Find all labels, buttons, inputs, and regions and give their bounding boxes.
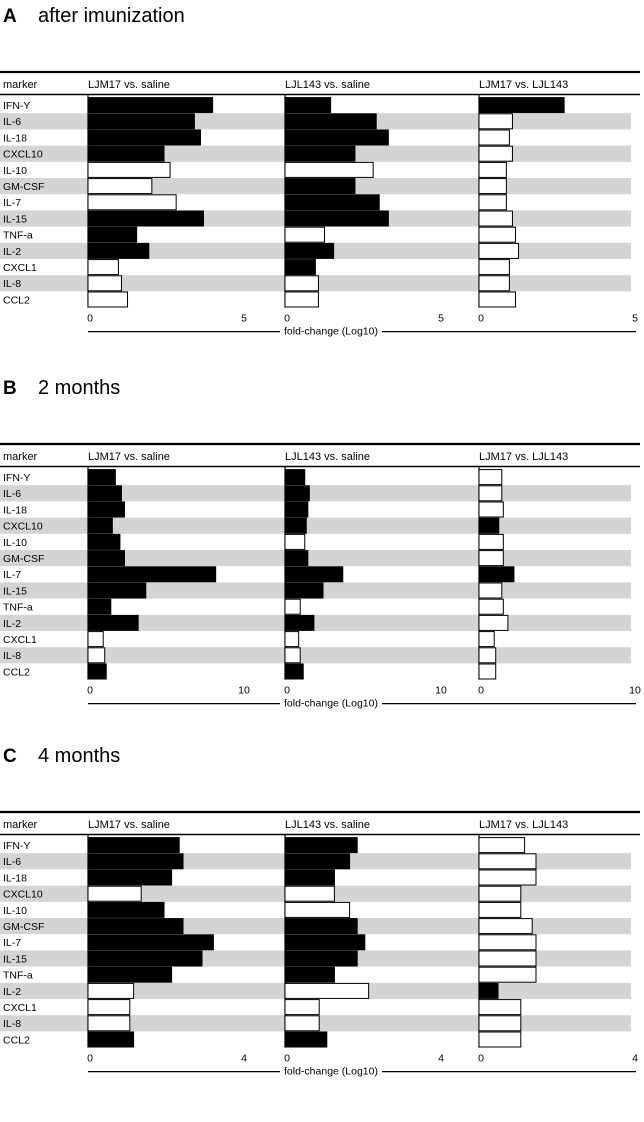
- bar: [88, 870, 172, 885]
- marker-label: IL-7: [3, 937, 22, 950]
- bar: [88, 951, 202, 966]
- marker-label: IL-8: [3, 1018, 22, 1031]
- marker-header: marker: [3, 819, 38, 831]
- marker-label: IL-15: [3, 585, 27, 598]
- marker-label: CXCL1: [3, 262, 37, 274]
- bar: [285, 146, 355, 161]
- bar: [88, 518, 112, 533]
- marker-label: GM-CSF: [3, 921, 45, 933]
- panel-letter: B: [3, 378, 17, 399]
- bar: [88, 146, 164, 161]
- bar: [88, 599, 111, 614]
- marker-label: TNF-a: [3, 969, 33, 982]
- tick-label: 0: [87, 1052, 93, 1065]
- bar: [285, 551, 308, 566]
- marker-label: IL-15: [3, 953, 27, 966]
- bar: [88, 983, 134, 998]
- bar: [285, 486, 309, 501]
- bar: [88, 567, 216, 582]
- bar: [479, 838, 525, 853]
- bar: [479, 195, 506, 210]
- bar: [285, 583, 323, 598]
- subplot-title: LJL143 vs. saline: [285, 79, 370, 91]
- marker-label: IL-6: [3, 488, 22, 501]
- bar: [88, 967, 172, 982]
- tick-label: 10: [238, 684, 250, 697]
- bar: [479, 648, 496, 663]
- bar: [479, 935, 536, 950]
- bar: [479, 951, 536, 966]
- subplot-title: LJM17 vs. LJL143: [479, 451, 569, 463]
- bar: [285, 854, 350, 869]
- bar: [88, 276, 121, 291]
- bar: [285, 211, 388, 226]
- bar: [285, 98, 331, 113]
- bar: [88, 130, 200, 145]
- tick-label: 10: [629, 684, 641, 697]
- bar: [88, 615, 138, 630]
- subplot-title: LJM17 vs. LJL143: [479, 79, 569, 91]
- bar: [479, 664, 496, 679]
- bar: [88, 551, 124, 566]
- bar: [285, 276, 318, 291]
- bar: [479, 902, 521, 917]
- tick-label: 0: [478, 312, 484, 325]
- bar: [285, 179, 355, 194]
- panel-letter: A: [3, 6, 17, 27]
- tick-label: 5: [241, 312, 247, 325]
- subplot-title: LJM17 vs. LJL143: [479, 819, 569, 831]
- marker-label: CXCL10: [3, 148, 43, 161]
- bar: [285, 227, 325, 242]
- bar: [479, 886, 521, 901]
- bar: [88, 1032, 134, 1047]
- bar: [479, 502, 503, 517]
- marker-label: IL-18: [3, 872, 27, 885]
- bar: [479, 276, 509, 291]
- tick-label: 0: [284, 684, 290, 697]
- bar: [88, 260, 118, 275]
- marker-label: CXCL1: [3, 634, 37, 646]
- marker-label: CCL2: [3, 666, 30, 679]
- bar: [285, 1016, 319, 1031]
- marker-label: GM-CSF: [3, 181, 45, 193]
- bar: [285, 935, 365, 950]
- marker-label: IL-8: [3, 650, 22, 663]
- bar: [285, 114, 376, 129]
- bar: [88, 664, 106, 679]
- bar: [479, 518, 499, 533]
- bar: [88, 502, 124, 517]
- bar: [285, 518, 306, 533]
- axis-label: fold-change (Log10): [284, 325, 378, 338]
- bar: [479, 162, 506, 177]
- bar: [88, 632, 103, 647]
- bar: [285, 870, 334, 885]
- bar: [479, 534, 503, 549]
- panel-c: [0, 745, 640, 1078]
- bar: [285, 951, 357, 966]
- bar: [285, 567, 343, 582]
- bar: [479, 1000, 521, 1015]
- axis-label: fold-change (Log10): [284, 1065, 378, 1078]
- bar: [285, 162, 373, 177]
- bar: [88, 195, 176, 210]
- marker-label: IL-2: [3, 617, 22, 630]
- bar: [88, 919, 183, 934]
- bar: [479, 114, 512, 129]
- bar: [479, 260, 509, 275]
- panel-title: after imunization: [38, 5, 185, 27]
- bar: [479, 1016, 521, 1031]
- bar: [88, 1000, 130, 1015]
- tick-label: 0: [284, 312, 290, 325]
- bar: [88, 648, 105, 663]
- bar: [88, 98, 213, 113]
- bar: [285, 664, 303, 679]
- bar: [285, 195, 379, 210]
- marker-label: TNF-a: [3, 229, 33, 242]
- subplot-title: LJM17 vs. saline: [88, 819, 170, 831]
- tick-label: 0: [87, 312, 93, 325]
- bar: [479, 292, 515, 307]
- bar: [479, 567, 514, 582]
- bar: [285, 534, 305, 549]
- marker-label: IL-15: [3, 213, 27, 226]
- bar: [285, 599, 300, 614]
- bar: [479, 551, 503, 566]
- subplot-title: LJL143 vs. saline: [285, 819, 370, 831]
- subplot-title: LJL143 vs. saline: [285, 451, 370, 463]
- marker-label: IL-2: [3, 245, 22, 258]
- marker-label: CCL2: [3, 294, 30, 307]
- bar: [285, 1032, 327, 1047]
- bar: [88, 935, 213, 950]
- marker-label: IFN-Y: [3, 840, 31, 852]
- tick-label: 0: [87, 684, 93, 697]
- tick-label: 4: [438, 1052, 444, 1065]
- marker-label: TNF-a: [3, 601, 33, 614]
- bar: [88, 211, 204, 226]
- bar: [285, 919, 357, 934]
- bar: [88, 292, 128, 307]
- bar: [285, 130, 388, 145]
- bar: [88, 534, 120, 549]
- marker-label: IL-6: [3, 116, 22, 129]
- tick-label: 0: [478, 684, 484, 697]
- bar: [285, 292, 318, 307]
- bar: [88, 1016, 130, 1031]
- panel-b: [0, 377, 641, 710]
- bar: [88, 486, 121, 501]
- bar: [88, 470, 115, 485]
- marker-label: IL-18: [3, 132, 27, 145]
- bar: [479, 919, 532, 934]
- bar: [479, 1032, 521, 1047]
- panel-title: 2 months: [38, 377, 121, 399]
- bar: [285, 1000, 319, 1015]
- tick-label: 5: [438, 312, 444, 325]
- marker-label: CXCL10: [3, 520, 43, 533]
- bar: [88, 583, 146, 598]
- marker-label: IFN-Y: [3, 472, 31, 484]
- bar: [479, 211, 512, 226]
- marker-label: IFN-Y: [3, 100, 31, 112]
- marker-header: marker: [3, 451, 38, 463]
- bar: [88, 854, 183, 869]
- bar: [479, 243, 519, 258]
- marker-label: IL-8: [3, 278, 22, 291]
- marker-label: IL-18: [3, 504, 27, 517]
- subplot-title: LJM17 vs. saline: [88, 79, 170, 91]
- tick-label: 0: [284, 1052, 290, 1065]
- tick-label: 10: [435, 684, 447, 697]
- bar: [479, 967, 536, 982]
- bar: [88, 227, 137, 242]
- bar: [285, 902, 350, 917]
- marker-label: IL-10: [3, 536, 27, 549]
- bar: [479, 98, 564, 113]
- bar: [285, 502, 308, 517]
- bar: [285, 838, 357, 853]
- bar: [285, 615, 314, 630]
- bar: [479, 227, 515, 242]
- marker-label: CCL2: [3, 1034, 30, 1047]
- marker-label: IL-10: [3, 164, 27, 177]
- bar: [479, 870, 536, 885]
- bar: [285, 632, 299, 647]
- bar: [479, 632, 494, 647]
- axis-label: fold-change (Log10): [284, 697, 378, 710]
- bar: [88, 179, 152, 194]
- marker-label: IL-7: [3, 197, 22, 210]
- marker-label: GM-CSF: [3, 553, 45, 565]
- tick-label: 4: [241, 1052, 247, 1065]
- marker-label: CXCL10: [3, 888, 43, 901]
- bar: [88, 886, 141, 901]
- tick-label: 5: [632, 312, 638, 325]
- bar: [88, 114, 194, 129]
- marker-label: IL-2: [3, 985, 22, 998]
- bar: [285, 983, 369, 998]
- bar: [88, 902, 164, 917]
- bar: [479, 854, 536, 869]
- bar: [479, 486, 502, 501]
- panel-letter: C: [3, 746, 17, 767]
- bar: [479, 130, 509, 145]
- bar: [88, 162, 170, 177]
- bar: [285, 967, 334, 982]
- bar: [285, 260, 315, 275]
- bar: [479, 599, 503, 614]
- marker-label: IL-7: [3, 569, 22, 582]
- bar: [285, 470, 305, 485]
- bar: [88, 838, 179, 853]
- bar: [88, 243, 149, 258]
- bar: [285, 243, 334, 258]
- bar: [479, 179, 506, 194]
- subplot-title: LJM17 vs. saline: [88, 451, 170, 463]
- panel-title: 4 months: [38, 745, 121, 767]
- bar: [479, 583, 502, 598]
- tick-label: 4: [632, 1052, 638, 1065]
- panel-a: [0, 5, 640, 338]
- bar: [479, 470, 502, 485]
- marker-header: marker: [3, 79, 38, 91]
- bar: [285, 886, 334, 901]
- marker-label: IL-6: [3, 856, 22, 869]
- bar: [285, 648, 300, 663]
- marker-label: CXCL1: [3, 1002, 37, 1014]
- bar: [479, 615, 508, 630]
- marker-label: IL-10: [3, 904, 27, 917]
- bar: [479, 146, 512, 161]
- tick-label: 0: [478, 1052, 484, 1065]
- bar: [479, 983, 498, 998]
